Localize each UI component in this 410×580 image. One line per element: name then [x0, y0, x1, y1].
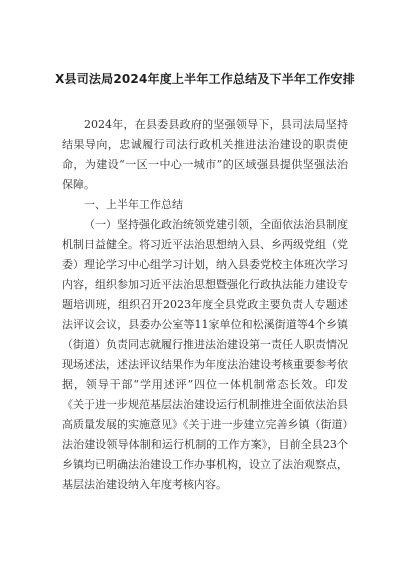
intro-paragraph: 2024年，在县委县政府的坚强领导下，县司法局坚持结果导向，忠诚履行司法行政机关推进法治建设的职责使命，为建设“一区一中心一城市”的区域强县提供坚强法治保障。 — [62, 118, 348, 191]
section-paragraph: （一）坚持强化政治统领党建引领，全面依法治县制度机制日益健全。将习近平法治思想纳入县、乡两级党组（党委）理论学习中心组学习计划，纳入县委党校主体班次学习内容，组织参加习近平法治思想暨强化行政执法能力建设专题培训班，组织召开2023年度全县党政主要负责人专题述法评议会议，县委办公室等11家单位和松溪街道等4个乡镇（街道）负责同志就履行推进法治建设第一责任人职责情况现场述法，述法评议结果作为年度法治建设考核重要参考依据，领导干部“学用述评”四位一体机制常态长效。印发《关于进一步规范基层法治建设运行机制推进全面依法治县高质量发展的实施意见》《关于进一步建立完善乡镇（街道）法治建设领导体制和运行机制的工作方案》，目前全县23个乡镇均已明确法治建设工作办事机构，设立了法治观察点，基层法治建设纳入年度考核内容。 — [62, 218, 348, 491]
section-heading: 一、上半年工作总结 — [84, 198, 183, 211]
document-title: X县司法局2024年度上半年工作总结及下半年工作安排 — [55, 72, 355, 86]
document-body — [62, 115, 348, 495]
